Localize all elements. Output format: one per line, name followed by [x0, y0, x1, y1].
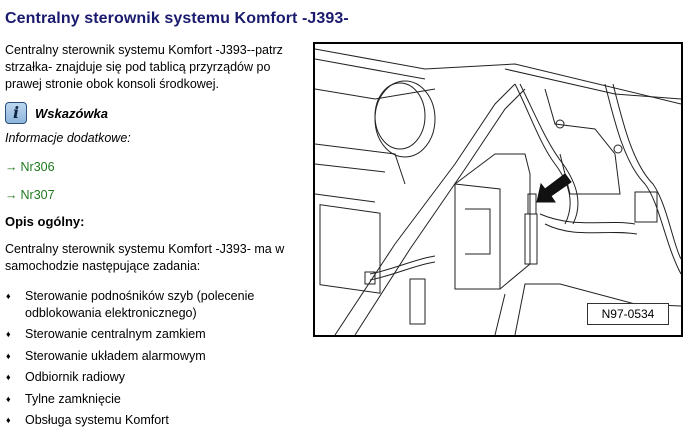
list-item: [5, 369, 310, 386]
section-heading: Opis ogólny:: [5, 214, 85, 229]
description-text: Centralny sterownik systemu Komfort -J393- ma w samochodzie następujące zadania:: [5, 242, 285, 273]
arrow-right-icon: →: [5, 188, 18, 202]
list-item: [5, 348, 310, 365]
bullet-icon: ♦: [6, 372, 11, 382]
list-item-text: Obsługa systemu Komfort: [25, 413, 169, 427]
bullet-icon: ♦: [6, 291, 11, 301]
bullet-icon: ♦: [6, 415, 11, 425]
note-label: Wskazówka: [35, 105, 108, 121]
intro-text: Centralny sterownik systemu Komfort -J393--patrz strzałka- znajduje się pod tablicą przyrządów po prawej stronie obok konsoli środkowej.: [5, 43, 283, 91]
additional-info-label: Informacje dodatkowe:: [5, 131, 131, 145]
bullet-icon: ♦: [6, 350, 11, 361]
list-item-text: Tylne zamknięcie: [25, 391, 121, 406]
link-label[interactable]: Nr307: [20, 188, 55, 202]
list-item: [5, 391, 310, 408]
page-title: Centralny sterownik systemu Komfort -J393-: [5, 10, 349, 27]
link-nr306[interactable]: [5, 160, 55, 174]
link-label[interactable]: Nr306: [20, 160, 55, 174]
dashboard-drawing: [315, 44, 681, 335]
bullet-icon: ♦: [6, 393, 11, 404]
figure-label: N97-0534: [587, 303, 669, 325]
note-header: [5, 102, 108, 124]
list-item: [5, 288, 310, 321]
list-item-text: Sterowanie centralnym zamkiem: [25, 327, 206, 341]
list-item-text: Sterowanie układem alarmowym: [25, 348, 206, 363]
technical-illustration: [313, 42, 683, 337]
info-icon: [5, 102, 27, 124]
info-icon-glyph: i: [12, 103, 20, 122]
list-item-text: Sterowanie podnośników szyb (polecenie odblokowania elektronicznego): [25, 289, 255, 320]
arrow-right-icon: →: [5, 160, 18, 174]
list-item: [5, 412, 310, 429]
task-list: [5, 288, 310, 434]
bullet-icon: ♦: [6, 329, 11, 339]
link-nr307[interactable]: [5, 188, 55, 202]
list-item: [5, 326, 310, 343]
list-item-text: Odbiornik radiowy: [25, 370, 126, 384]
